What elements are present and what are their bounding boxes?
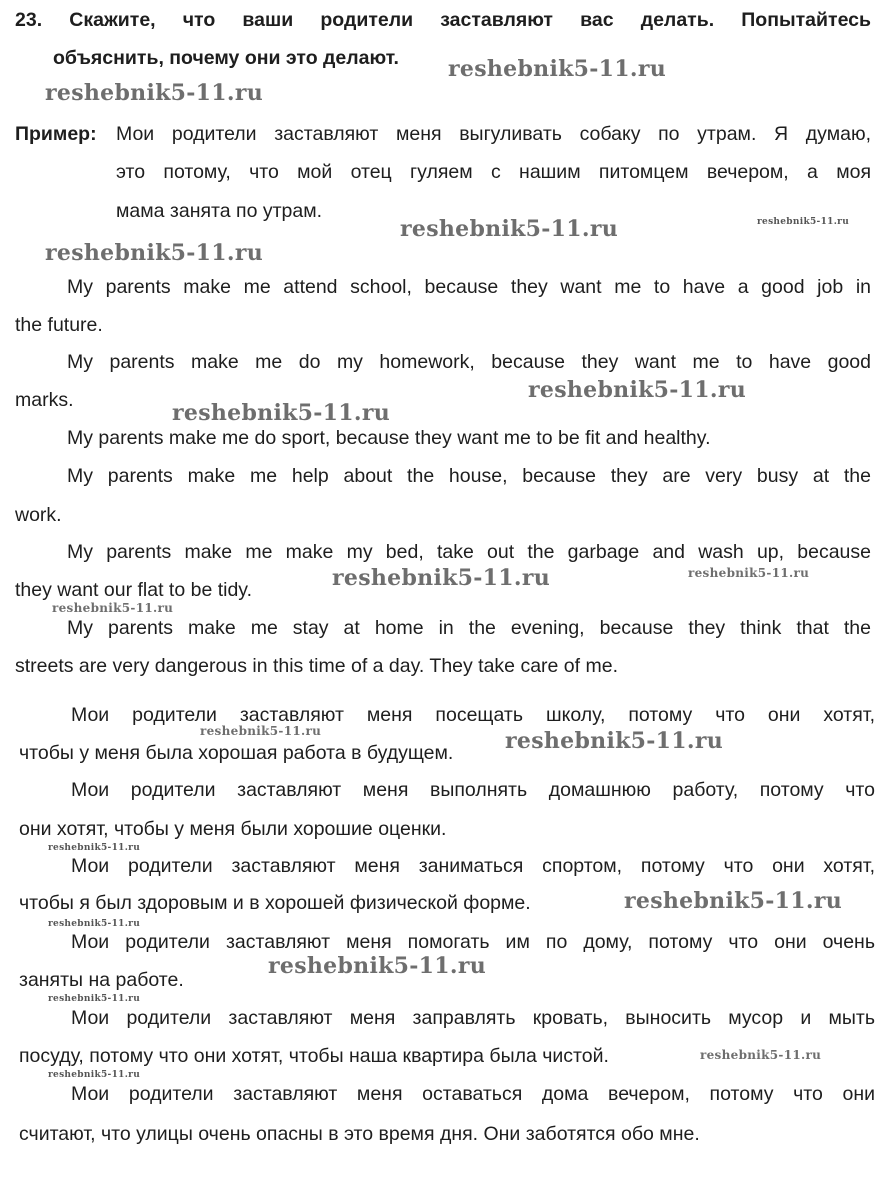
exercise-title-line-2: объяснить, почему они это делают. — [53, 47, 399, 69]
english-paragraph-2-line-2: marks. — [15, 389, 74, 411]
english-paragraph-5-line-2: they want our flat to be tidy. — [15, 579, 253, 601]
watermark: reshebnik5-11.ru — [624, 888, 843, 914]
watermark: reshebnik5-11.ru — [332, 565, 551, 591]
watermark: reshebnik5-11.ru — [757, 217, 850, 227]
english-paragraph-1-line-2: the future. — [15, 314, 103, 336]
russian-paragraph-1-line-1: Мои родители заставляют меня посещать школу, потому что они хотят, — [71, 704, 875, 726]
russian-paragraph-4-line-2: заняты на работе. — [19, 969, 184, 991]
example-line-3: мама занята по утрам. — [116, 200, 323, 222]
english-paragraph-2-line-1: My parents make me do my homework, because they want me to have good — [67, 351, 871, 373]
english-paragraph-4-line-1: My parents make me help about the house, because they are very busy at the — [67, 465, 871, 487]
english-paragraph-1-line-1: My parents make me attend school, because they want me to have a good job in — [67, 276, 871, 298]
russian-paragraph-4-line-1: Мои родители заставляют меня помогать им по дому, потому что они очень — [71, 931, 875, 953]
watermark: reshebnik5-11.ru — [400, 216, 619, 242]
watermark: reshebnik5-11.ru — [448, 56, 667, 82]
russian-paragraph-3-line-1: Мои родители заставляют меня заниматься спортом, потому что они хотят, — [71, 855, 875, 877]
watermark: reshebnik5-11.ru — [200, 724, 322, 738]
watermark: reshebnik5-11.ru — [268, 953, 487, 979]
watermark: reshebnik5-11.ru — [48, 843, 141, 853]
watermark: reshebnik5-11.ru — [52, 601, 174, 615]
english-paragraph-6-line-1: My parents make me stay at home in the evening, because they think that the — [67, 617, 871, 639]
watermark: reshebnik5-11.ru — [688, 566, 810, 580]
english-paragraph-6-line-2: streets are very dangerous in this time of a day. They take care of me. — [15, 655, 618, 677]
watermark: reshebnik5-11.ru — [45, 240, 264, 266]
russian-paragraph-2-line-2: они хотят, чтобы у меня были хорошие оценки. — [19, 818, 447, 840]
english-paragraph-5-line-1: My parents make me make my bed, take out the garbage and wash up, because — [67, 541, 871, 563]
russian-paragraph-2-line-1: Мои родители заставляют меня выполнять домашнюю работу, потому что — [71, 779, 875, 801]
watermark: reshebnik5-11.ru — [700, 1048, 822, 1062]
watermark: reshebnik5-11.ru — [48, 1070, 141, 1080]
watermark: reshebnik5-11.ru — [48, 994, 141, 1004]
english-paragraph-4-line-2: work. — [15, 504, 62, 526]
exercise-title-line-1: 23. Скажите, что ваши родители заставляют вас делать. Попытайтесь — [15, 9, 871, 31]
example-label: Пример: — [15, 123, 97, 145]
russian-paragraph-3-line-2: чтобы я был здоровым и в хорошей физической форме. — [19, 892, 531, 914]
russian-paragraph-5-line-1: Мои родители заставляют меня заправлять кровать, выносить мусор и мыть — [71, 1007, 875, 1029]
english-paragraph-3-line-1: My parents make me do sport, because they want me to be fit and healthy. — [67, 427, 711, 449]
russian-paragraph-6-line-1: Мои родители заставляют меня оставаться дома вечером, потому что они — [71, 1083, 875, 1105]
watermark: reshebnik5-11.ru — [505, 728, 724, 754]
watermark: reshebnik5-11.ru — [528, 377, 747, 403]
watermark: reshebnik5-11.ru — [172, 400, 391, 426]
watermark: reshebnik5-11.ru — [45, 80, 264, 106]
russian-paragraph-1-line-2: чтобы у меня была хорошая работа в будущем. — [19, 742, 454, 764]
watermark: reshebnik5-11.ru — [48, 919, 141, 929]
russian-paragraph-5-line-2: посуду, потому что они хотят, чтобы наша квартира была чистой. — [19, 1045, 609, 1067]
example-line-2: это потому, что мой отец гуляем с нашим питомцем вечером, а моя — [116, 161, 871, 183]
example-line-1: Мои родители заставляют меня выгуливать собаку по утрам. Я думаю, — [116, 123, 871, 145]
russian-paragraph-6-line-2: считают, что улицы очень опасны в это время дня. Они заботятся обо мне. — [19, 1123, 700, 1145]
